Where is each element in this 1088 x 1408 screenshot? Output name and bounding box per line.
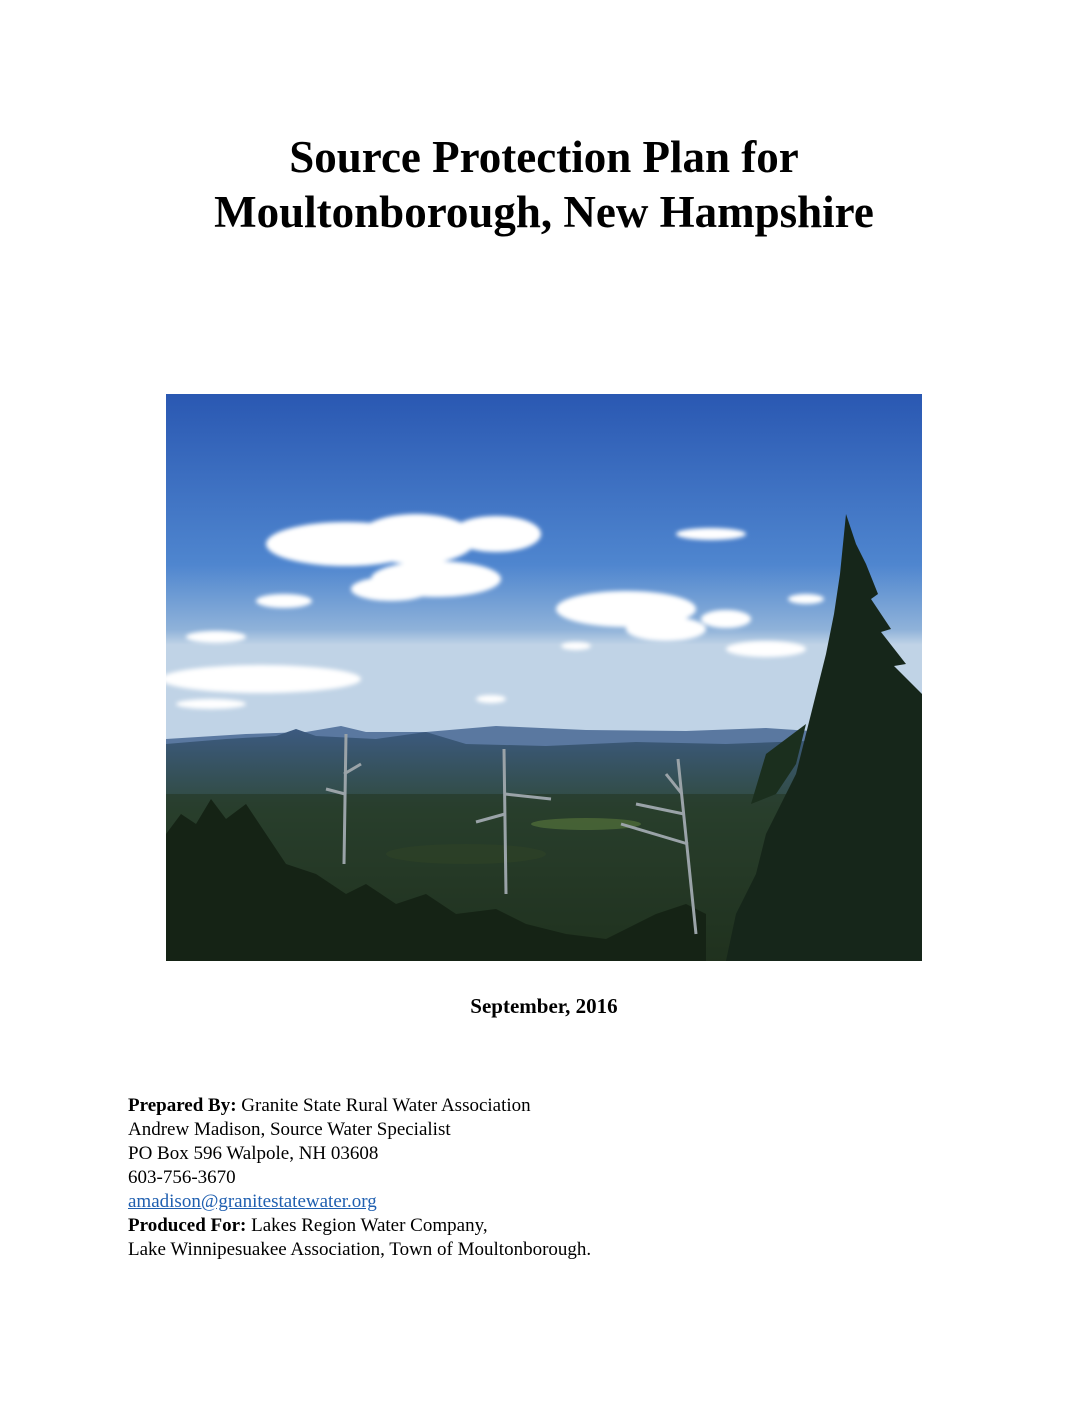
preparer-info-block (128, 1094, 591, 1262)
publication-date: September, 2016 (470, 994, 618, 1018)
preparer-phone: 603-756-3670 (128, 1167, 236, 1188)
prepared-by-label: Prepared By: (128, 1095, 237, 1116)
title-line-1: Source Protection Plan for (289, 132, 799, 182)
preparer-email-link[interactable]: amadison@granitestatewater.org (128, 1191, 377, 1212)
title-line-2: Moultonborough, New Hampshire (214, 187, 874, 237)
produced-for-recipient: Lakes Region Water Company, (246, 1215, 488, 1236)
preparer-address: PO Box 596 Walpole, NH 03608 (128, 1143, 379, 1164)
produced-for-line (128, 1214, 591, 1238)
page-title (0, 130, 1088, 240)
prepared-by-line (128, 1094, 591, 1118)
produced-for-recipients-cont: Lake Winnipesuakee Association, Town of Moultonborough. (128, 1239, 592, 1260)
produced-for-label: Produced For: (128, 1215, 247, 1236)
preparer-person: Andrew Madison, Source Water Specialist (128, 1119, 451, 1140)
cover-landscape-photo (166, 394, 922, 961)
prepared-by-organization: Granite State Rural Water Association (236, 1095, 531, 1116)
